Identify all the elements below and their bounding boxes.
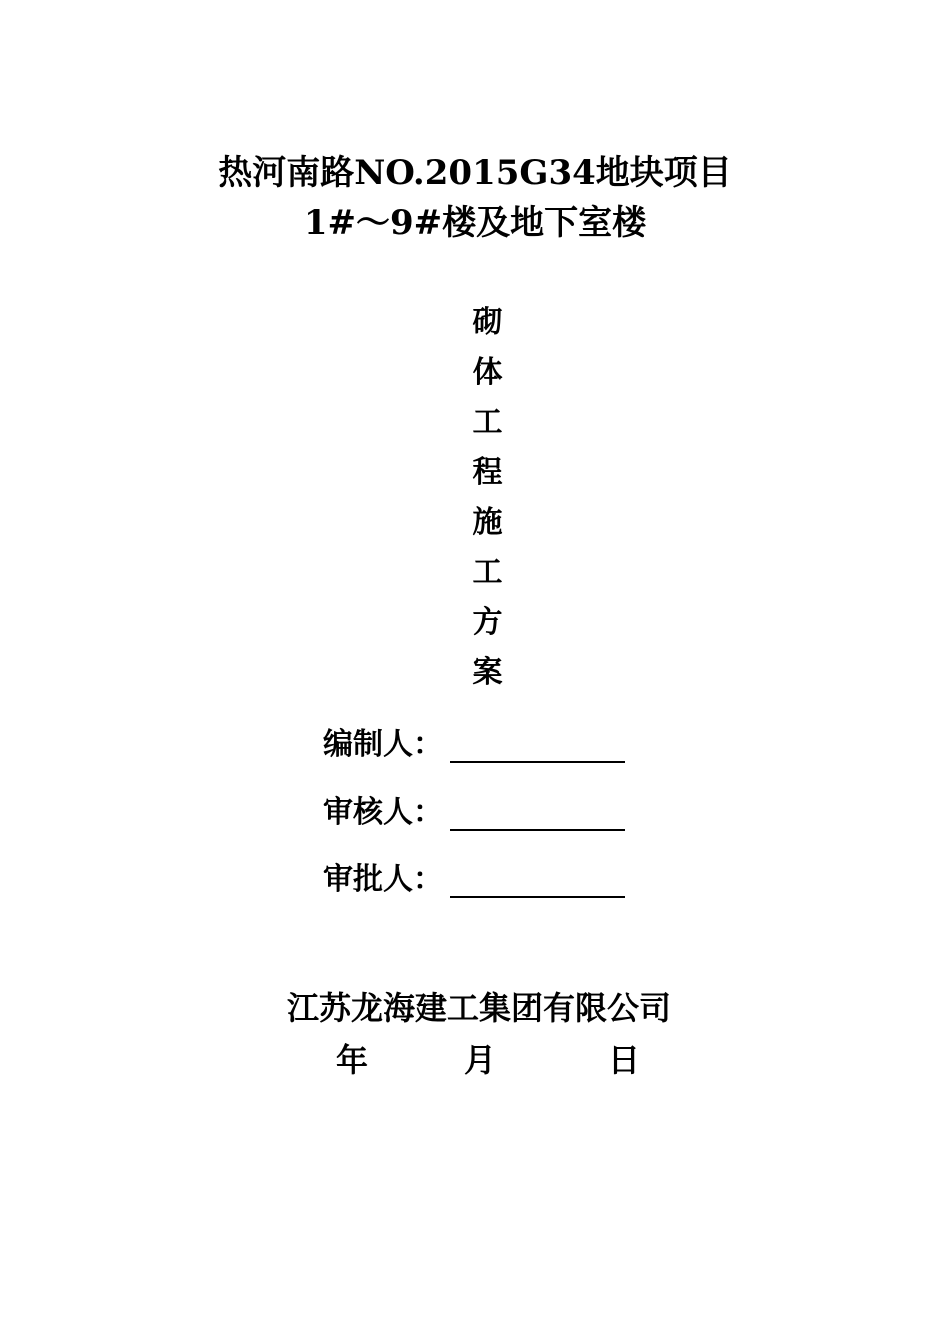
vertical-title-char: 程: [472, 455, 503, 490]
approver-signature-line: [450, 896, 625, 898]
date-day: 日: [608, 1041, 641, 1079]
reviewer-label: 审核人：: [323, 795, 443, 830]
date-year: 年: [336, 1041, 369, 1079]
reviewer-signature-line: [450, 829, 625, 831]
vertical-title-char: 砌: [472, 305, 503, 340]
editor-label: 编制人：: [323, 727, 443, 762]
vertical-title-char: 施: [472, 505, 503, 540]
date-month: 月: [464, 1041, 497, 1079]
vertical-title-char: 方: [472, 605, 503, 640]
vertical-title-char: 体: [472, 355, 503, 390]
vertical-title-char: 工: [472, 405, 503, 440]
vertical-title-char: 案: [472, 655, 503, 690]
vertical-title-char: 工: [472, 555, 503, 590]
document-title-line-2: 1#～9#楼及地下室楼: [303, 203, 647, 243]
approver-label: 审批人：: [323, 862, 443, 897]
editor-signature-line: [450, 761, 625, 763]
company-name: 江苏龙海建工集团有限公司: [286, 989, 671, 1027]
document-title-line-1: 热河南路NO.2015G34地块项目: [218, 153, 732, 193]
